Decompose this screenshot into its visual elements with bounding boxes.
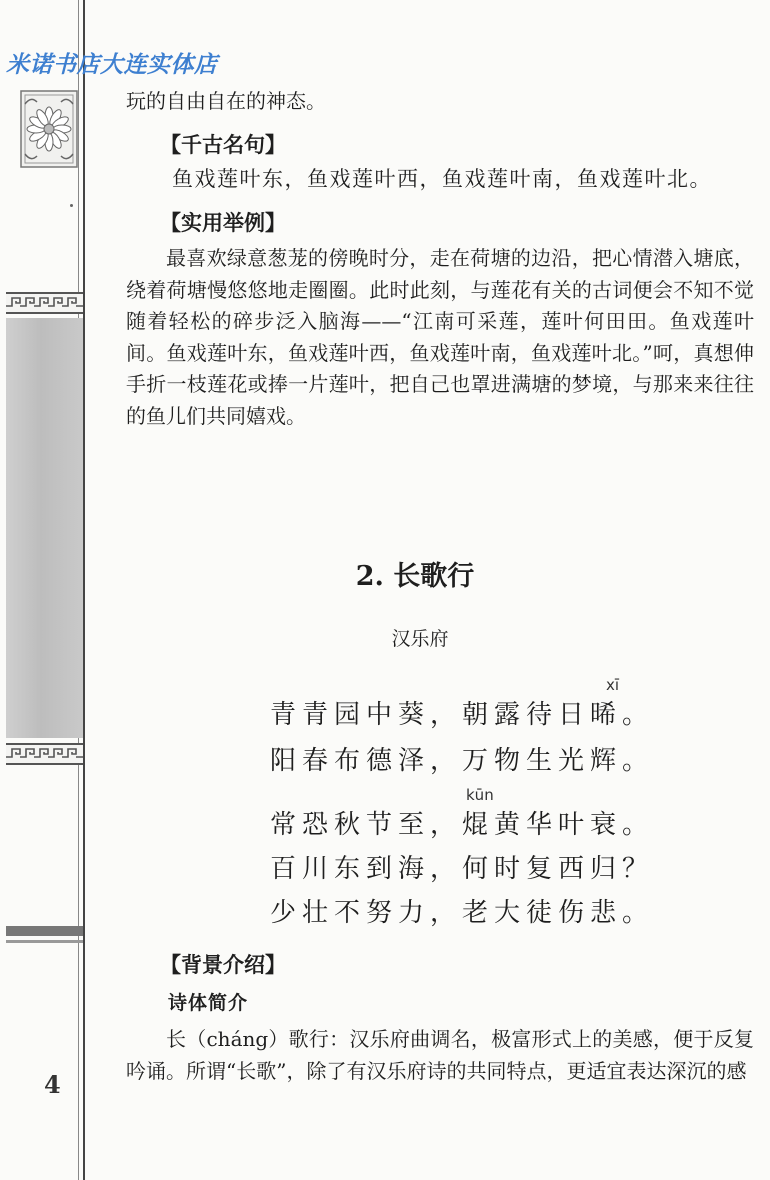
poem-line: 常恐秋节至，焜黄华叶衰。 [270,810,655,840]
flower-medallion-icon [20,90,78,168]
background-heading: 【背景介绍】 [160,952,286,977]
intro-tail-text: 玩的自由自在的神态。 [126,89,326,113]
margin-bar [6,926,83,936]
example-heading: 【实用举例】 [160,210,286,235]
page-number: 4 [44,1070,61,1099]
poetry-form-subheading: 诗体简介 [168,992,249,1014]
fret-pattern-top [6,292,83,314]
margin-dot [70,204,73,207]
pinyin-note: xī [606,676,620,694]
poem-line: 少壮不努力，老大徒伤悲。 [270,898,655,928]
famous-lines-heading: 【千古名句】 [160,132,286,157]
example-paragraph: 最喜欢绿意葱茏的傍晚时分，走在荷塘的边沿，把心情潜入塘底，绕着荷塘慢悠悠地走圈圈。此时此刻，与莲花有关的古词便会不知不觉随着轻松的碎步泛入脑海——“江南可采莲，莲叶何田田。鱼戏莲叶间。鱼戏莲叶东，鱼戏莲叶西，鱼戏莲叶南，鱼戏莲叶北。”呵，真想伸手折一枝莲花或捧一片莲叶，把自己也罩进满塘的梦境，与那来来往往的鱼儿们共同嬉戏。 [126,246,754,428]
poem-title: 2. 长歌行 [355,561,475,592]
poem-line: 百川东到海，何时复西归？ [270,854,655,884]
margin-bar-thin [6,940,83,943]
poem-line: 青青园中葵，朝露待日晞。 [270,700,655,730]
margin-gray-panel [6,318,83,738]
pinyin-note: kūn [466,786,494,804]
poem-author: 汉乐府 [391,628,449,650]
store-watermark: 米诺书店大连实体店 [6,52,218,78]
poem-line: 阳春布德泽，万物生光辉。 [270,746,655,776]
background-paragraph: 长（cháng）歌行：汉乐府曲调名，极富形式上的美感，便于反复吟诵。所谓“长歌”，除了有汉乐府诗的共同特点，更适宜表达深沉的感 [126,1027,754,1083]
fret-pattern-bottom [6,743,83,765]
famous-quote: 鱼戏莲叶东，鱼戏莲叶西，鱼戏莲叶南，鱼戏莲叶北。 [172,167,712,191]
